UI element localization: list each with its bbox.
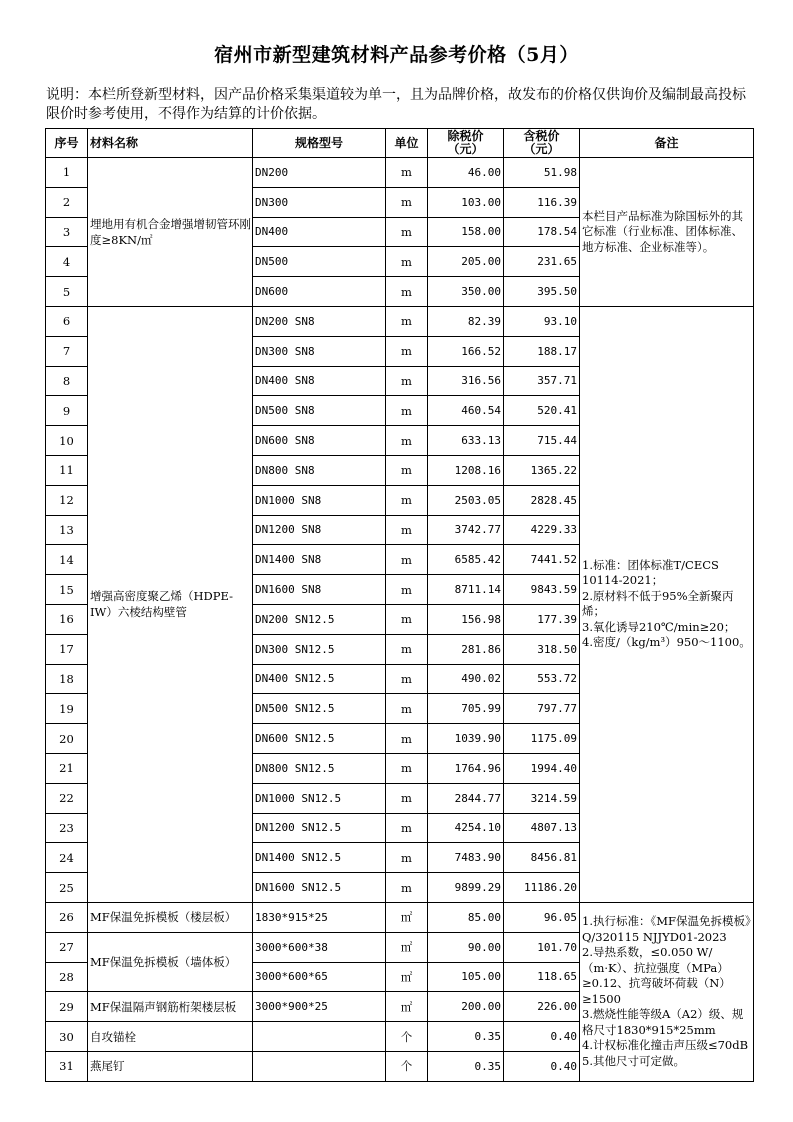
cell-no: 18 [46, 664, 88, 694]
cell-unit: m [386, 306, 428, 336]
cell-no: 4 [46, 247, 88, 277]
cell-unit: m [386, 426, 428, 456]
cell-no: 31 [46, 1051, 88, 1081]
cell-spec: DN1200 SN12.5 [253, 813, 386, 843]
cell-unit: m [386, 575, 428, 605]
cell-unit: m [386, 396, 428, 426]
cell-spec: DN800 SN12.5 [253, 753, 386, 783]
table-row [46, 306, 754, 336]
table-body [46, 158, 754, 1082]
cell-no: 19 [46, 694, 88, 724]
cell-inc-tax-price: 1175.09 [504, 724, 580, 754]
cell-inc-tax-price: 51.98 [504, 158, 580, 188]
cell-spec: DN400 SN12.5 [253, 664, 386, 694]
header-inc-tax: 含税价 （元） [504, 129, 580, 158]
cell-inc-tax-price: 4807.13 [504, 813, 580, 843]
cell-inc-tax-price: 357.71 [504, 366, 580, 396]
cell-no: 20 [46, 724, 88, 754]
cell-unit: m [386, 813, 428, 843]
cell-ex-tax-price: 82.39 [428, 306, 504, 336]
cell-no: 9 [46, 396, 88, 426]
cell-inc-tax-price: 797.77 [504, 694, 580, 724]
cell-ex-tax-price: 85.00 [428, 902, 504, 932]
cell-inc-tax-price: 7441.52 [504, 545, 580, 575]
cell-unit: m [386, 247, 428, 277]
cell-no: 27 [46, 932, 88, 962]
cell-inc-tax-price: 188.17 [504, 336, 580, 366]
cell-remark: 本栏目产品标准为除国标外的其它标准（行业标准、团体标准、地方标准、企业标准等）。 [580, 158, 754, 307]
cell-inc-tax-price: 96.05 [504, 902, 580, 932]
cell-spec: DN200 SN12.5 [253, 604, 386, 634]
cell-material-name: MF保温隔声钢筋桁架楼层板 [88, 992, 253, 1022]
cell-inc-tax-price: 226.00 [504, 992, 580, 1022]
cell-no: 24 [46, 843, 88, 873]
cell-spec: DN1400 SN8 [253, 545, 386, 575]
cell-ex-tax-price: 9899.29 [428, 873, 504, 903]
cell-spec: DN1600 SN12.5 [253, 873, 386, 903]
cell-ex-tax-price: 200.00 [428, 992, 504, 1022]
cell-ex-tax-price: 0.35 [428, 1022, 504, 1052]
cell-remark: 1.执行标准：《MF保温免拆模板》Q/320115 NJJYD01-2023 2.导热系数，≤0.050 W/（m·K）、抗拉强度（MPa）≥0.12、抗弯破坏荷载（N）≥1500 3.燃烧性能等级A（A2）级、规格尺寸1830*915*25mm 4.计权标准化撞击声压级≤70dB 5.其他尺寸可定做。 [580, 902, 754, 1081]
cell-spec: DN600 [253, 277, 386, 307]
cell-inc-tax-price: 118.65 [504, 962, 580, 992]
cell-unit: m [386, 277, 428, 307]
cell-material-name: 埋地用有机合金增强增韧管环刚度≥8KN/㎡ [88, 158, 253, 307]
cell-unit: m [386, 634, 428, 664]
cell-inc-tax-price: 715.44 [504, 426, 580, 456]
cell-unit: m [386, 485, 428, 515]
cell-no: 7 [46, 336, 88, 366]
cell-ex-tax-price: 205.00 [428, 247, 504, 277]
cell-spec: DN400 [253, 217, 386, 247]
cell-unit: m [386, 843, 428, 873]
cell-spec: DN300 SN8 [253, 336, 386, 366]
cell-spec: DN500 SN8 [253, 396, 386, 426]
cell-unit: m [386, 604, 428, 634]
cell-no: 12 [46, 485, 88, 515]
cell-unit: ㎡ [386, 932, 428, 962]
cell-ex-tax-price: 7483.90 [428, 843, 504, 873]
cell-no: 26 [46, 902, 88, 932]
cell-inc-tax-price: 520.41 [504, 396, 580, 426]
cell-material-name: MF保温免拆模板（楼层板） [88, 902, 253, 932]
cell-material-name: 燕尾钉 [88, 1051, 253, 1081]
cell-ex-tax-price: 633.13 [428, 426, 504, 456]
cell-inc-tax-price: 553.72 [504, 664, 580, 694]
cell-spec: 3000*900*25 [253, 992, 386, 1022]
cell-ex-tax-price: 316.56 [428, 366, 504, 396]
cell-ex-tax-price: 156.98 [428, 604, 504, 634]
cell-spec: DN200 SN8 [253, 306, 386, 336]
cell-inc-tax-price: 11186.20 [504, 873, 580, 903]
header-remark: 备注 [580, 129, 754, 158]
cell-spec: 1830*915*25 [253, 902, 386, 932]
cell-ex-tax-price: 105.00 [428, 962, 504, 992]
cell-no: 14 [46, 545, 88, 575]
cell-unit: ㎡ [386, 962, 428, 992]
header-spec: 规格型号 [253, 129, 386, 158]
cell-no: 6 [46, 306, 88, 336]
cell-ex-tax-price: 705.99 [428, 694, 504, 724]
cell-unit: ㎡ [386, 992, 428, 1022]
header-ex-tax: 除税价 （元） [428, 129, 504, 158]
cell-inc-tax-price: 116.39 [504, 187, 580, 217]
cell-inc-tax-price: 101.70 [504, 932, 580, 962]
cell-inc-tax-price: 177.39 [504, 604, 580, 634]
header-row [46, 129, 754, 158]
cell-no: 13 [46, 515, 88, 545]
cell-ex-tax-price: 1208.16 [428, 455, 504, 485]
cell-ex-tax-price: 6585.42 [428, 545, 504, 575]
cell-unit: m [386, 664, 428, 694]
cell-no: 8 [46, 366, 88, 396]
cell-spec: DN600 SN8 [253, 426, 386, 456]
header-no: 序号 [46, 129, 88, 158]
cell-no: 17 [46, 634, 88, 664]
cell-no: 28 [46, 962, 88, 992]
cell-no: 11 [46, 455, 88, 485]
cell-unit: m [386, 873, 428, 903]
cell-spec: 3000*600*38 [253, 932, 386, 962]
cell-ex-tax-price: 158.00 [428, 217, 504, 247]
cell-no: 15 [46, 575, 88, 605]
cell-unit: m [386, 753, 428, 783]
cell-unit: m [386, 158, 428, 188]
cell-ex-tax-price: 103.00 [428, 187, 504, 217]
cell-unit: m [386, 217, 428, 247]
cell-inc-tax-price: 0.40 [504, 1051, 580, 1081]
cell-material-name: 自攻锚栓 [88, 1022, 253, 1052]
cell-ex-tax-price: 3742.77 [428, 515, 504, 545]
cell-inc-tax-price: 8456.81 [504, 843, 580, 873]
cell-ex-tax-price: 2844.77 [428, 783, 504, 813]
cell-material-name: MF保温免拆模板（墙体板） [88, 932, 253, 992]
cell-ex-tax-price: 350.00 [428, 277, 504, 307]
cell-spec: DN500 SN12.5 [253, 694, 386, 724]
cell-inc-tax-price: 1994.40 [504, 753, 580, 783]
cell-no: 10 [46, 426, 88, 456]
cell-ex-tax-price: 8711.14 [428, 575, 504, 605]
cell-no: 30 [46, 1022, 88, 1052]
cell-no: 1 [46, 158, 88, 188]
cell-remark: 1.标准：团体标准T/CECS 10114-2021； 2.原材料不低于95%全新聚丙烯； 3.氧化诱导210℃/min≥20； 4.密度/（kg/m³）950～1100。 [580, 306, 754, 902]
cell-no: 21 [46, 753, 88, 783]
cell-spec: DN1200 SN8 [253, 515, 386, 545]
cell-no: 5 [46, 277, 88, 307]
cell-inc-tax-price: 4229.33 [504, 515, 580, 545]
cell-unit: m [386, 724, 428, 754]
cell-unit: m [386, 783, 428, 813]
cell-unit: m [386, 515, 428, 545]
cell-ex-tax-price: 4254.10 [428, 813, 504, 843]
cell-no: 22 [46, 783, 88, 813]
cell-ex-tax-price: 2503.05 [428, 485, 504, 515]
cell-spec: DN300 [253, 187, 386, 217]
cell-spec: DN1000 SN8 [253, 485, 386, 515]
header-name: 材料名称 [88, 129, 253, 158]
cell-spec [253, 1022, 386, 1052]
cell-unit: ㎡ [386, 902, 428, 932]
cell-inc-tax-price: 178.54 [504, 217, 580, 247]
cell-inc-tax-price: 318.50 [504, 634, 580, 664]
cell-unit: 个 [386, 1051, 428, 1081]
cell-unit: m [386, 366, 428, 396]
cell-unit: m [386, 187, 428, 217]
cell-inc-tax-price: 9843.59 [504, 575, 580, 605]
cell-spec: DN1600 SN8 [253, 575, 386, 605]
price-table [45, 128, 754, 1082]
cell-ex-tax-price: 46.00 [428, 158, 504, 188]
cell-spec: DN800 SN8 [253, 455, 386, 485]
cell-inc-tax-price: 1365.22 [504, 455, 580, 485]
cell-spec: 3000*600*65 [253, 962, 386, 992]
cell-ex-tax-price: 1039.90 [428, 724, 504, 754]
cell-spec: DN500 [253, 247, 386, 277]
cell-no: 16 [46, 604, 88, 634]
page-title: 宿州市新型建筑材料产品参考价格（5月） [214, 44, 579, 66]
table-row [46, 158, 754, 188]
cell-ex-tax-price: 166.52 [428, 336, 504, 366]
cell-no: 23 [46, 813, 88, 843]
cell-unit: m [386, 336, 428, 366]
cell-unit: m [386, 455, 428, 485]
cell-inc-tax-price: 231.65 [504, 247, 580, 277]
cell-no: 29 [46, 992, 88, 1022]
cell-ex-tax-price: 0.35 [428, 1051, 504, 1081]
cell-spec [253, 1051, 386, 1081]
cell-inc-tax-price: 3214.59 [504, 783, 580, 813]
cell-spec: DN400 SN8 [253, 366, 386, 396]
cell-spec: DN300 SN12.5 [253, 634, 386, 664]
cell-inc-tax-price: 2828.45 [504, 485, 580, 515]
cell-material-name: 增强高密度聚乙烯（HDPE-IW）六棱结构壁管 [88, 306, 253, 902]
cell-no: 2 [46, 187, 88, 217]
header-unit: 单位 [386, 129, 428, 158]
cell-unit: m [386, 694, 428, 724]
cell-no: 3 [46, 217, 88, 247]
cell-unit: m [386, 545, 428, 575]
cell-inc-tax-price: 0.40 [504, 1022, 580, 1052]
cell-inc-tax-price: 93.10 [504, 306, 580, 336]
cell-unit: 个 [386, 1022, 428, 1052]
cell-spec: DN200 [253, 158, 386, 188]
table-row [46, 902, 754, 932]
cell-ex-tax-price: 90.00 [428, 932, 504, 962]
cell-inc-tax-price: 395.50 [504, 277, 580, 307]
cell-ex-tax-price: 1764.96 [428, 753, 504, 783]
cell-no: 25 [46, 873, 88, 903]
cell-ex-tax-price: 281.86 [428, 634, 504, 664]
cell-spec: DN600 SN12.5 [253, 724, 386, 754]
cell-spec: DN1400 SN12.5 [253, 843, 386, 873]
cell-spec: DN1000 SN12.5 [253, 783, 386, 813]
cell-ex-tax-price: 460.54 [428, 396, 504, 426]
description-note: 说明：本栏所登新型材料，因产品价格采集渠道较为单一，且为品牌价格，故发布的价格仅供询价及编制最高投标限价时参考使用，不得作为结算的计价依据。 [46, 87, 746, 122]
cell-ex-tax-price: 490.02 [428, 664, 504, 694]
